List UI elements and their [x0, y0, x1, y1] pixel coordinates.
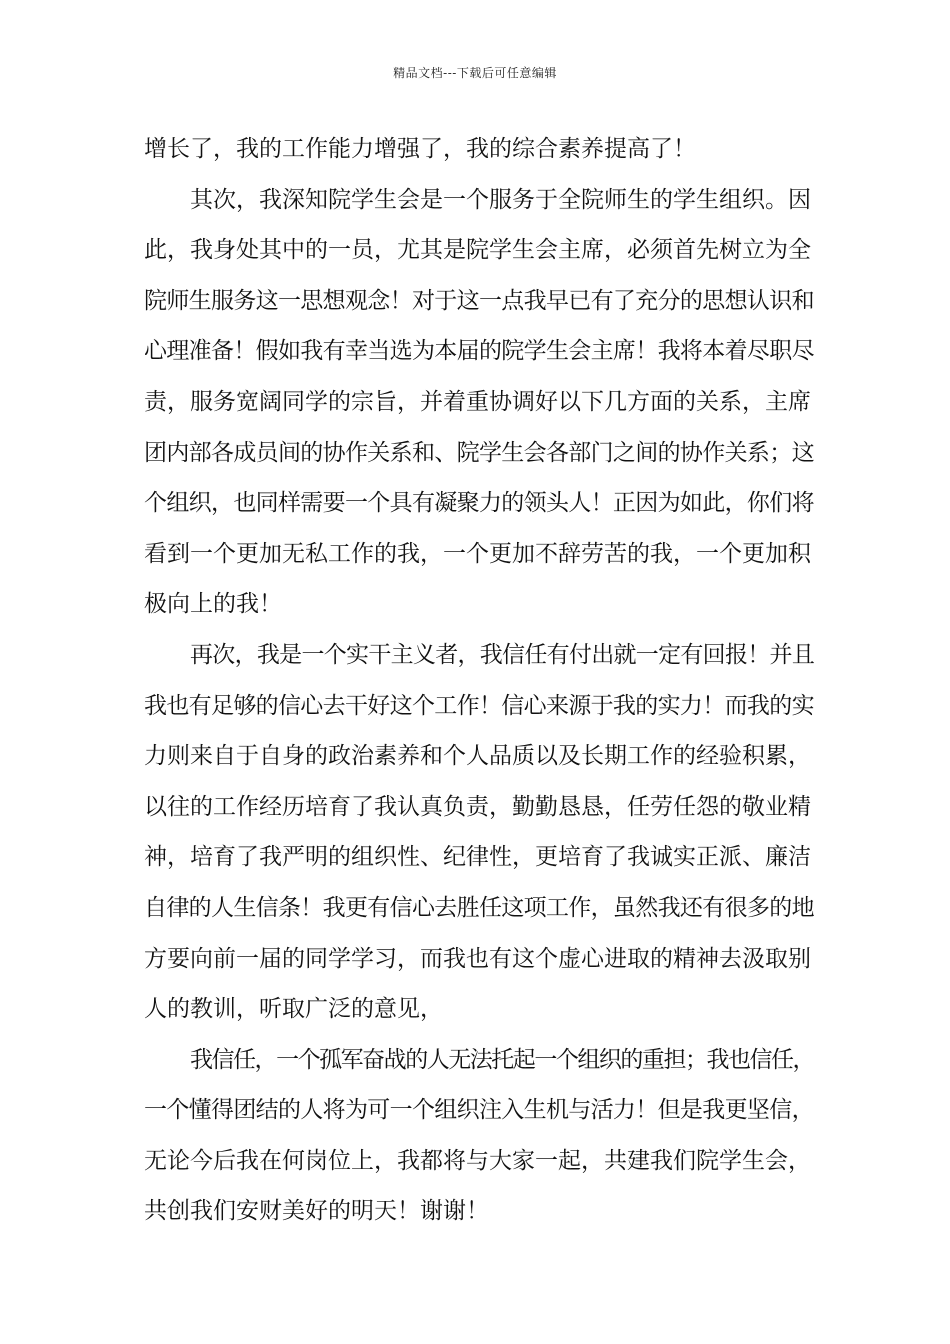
text-line: 一个懂得团结的人将为可一个组织注入生机与活力！但是我更坚信， [144, 1097, 814, 1124]
text-line: 我信任，一个孤军奋战的人无法托起一个组织的重担；我也信任， [190, 1046, 815, 1073]
text-line: 极向上的我！ [144, 591, 282, 618]
text-line: 方要向前一届的同学学习，而我也有这个虚心进取的精神去汲取别 [144, 945, 811, 972]
text-line: 无论今后我在何岗位上，我都将与大家一起，共建我们院学生会， [144, 1147, 811, 1174]
text-line: 此，我身处其中的一员，尤其是院学生会主席，必须首先树立为全 [144, 237, 811, 264]
text-line: 看到一个更加无私工作的我，一个更加不辞劳苦的我，一个更加积 [144, 540, 811, 567]
text-line: 共创我们安财美好的明天！谢谢！ [144, 1198, 489, 1225]
page-header: 精品文档---下载后可任意编辑 [393, 66, 557, 80]
text-line: 自律的人生信条！我更有信心去胜任这项工作，虽然我还有很多的地 [144, 894, 814, 921]
text-line: 增长了，我的工作能力增强了，我的综合素养提高了！ [144, 136, 696, 162]
text-line: 人的教训，听取广泛的意见， [144, 996, 443, 1023]
text-line: 以往的工作经历培育了我认真负责，勤勤恳恳，任劳任怨的敬业精 [144, 793, 811, 820]
text-line: 个组织，也同样需要一个具有凝聚力的领头人！正因为如此，你们将 [144, 490, 814, 517]
text-line: 心理准备！假如我有幸当选为本届的院学生会主席！我将本着尽职尽 [144, 338, 814, 365]
text-line: 责，服务宽阔同学的宗旨，并着重协调好以下几方面的关系，主席 [144, 388, 811, 415]
text-line: 力则来自于自身的政治素养和个人品质以及长期工作的经验积累， [144, 743, 811, 770]
text-line: 我也有足够的信心去干好这个工作！信心来源于我的实力！而我的实 [144, 692, 814, 719]
text-line: 团内部各成员间的协作关系和、院学生会各部门之间的协作关系；这 [144, 439, 814, 466]
text-line: 再次，我是一个实干主义者，我信任有付出就一定有回报！并且 [190, 641, 815, 668]
text-line: 院师生服务这一思想观念！对于这一点我早已有了充分的思想认识和 [144, 287, 814, 314]
document-body [144, 124, 814, 1237]
text-line: 神，培育了我严明的组织性、纪律性，更培育了我诚实正派、廉洁 [144, 844, 811, 871]
text-line: 其次，我深知院学生会是一个服务于全院师生的学生组织。因 [190, 186, 811, 213]
